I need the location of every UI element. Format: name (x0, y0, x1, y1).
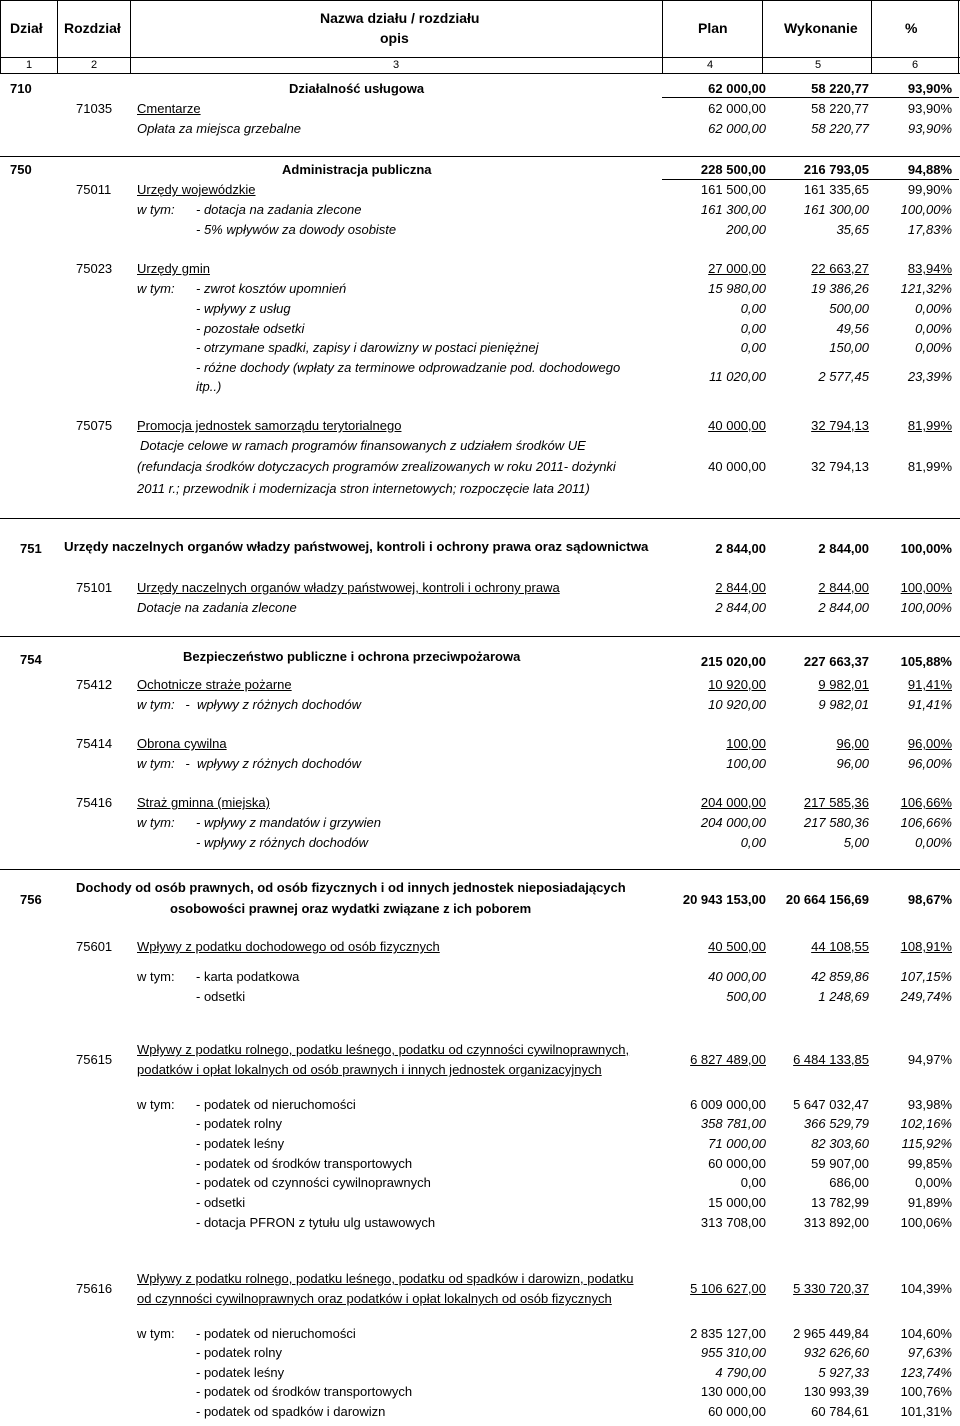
plan-value: 0,00 (740, 835, 766, 850)
procent-value: 100,06% (900, 1215, 952, 1230)
plan-value: 161 300,00 (700, 202, 766, 217)
w-tym-label: w tym: (137, 815, 175, 830)
procent-value: 23,39% (907, 369, 952, 384)
dzial-title: Urzędy naczelnych organów władzy państwowej, kontroli i ochrony prawa oraz sądownictwa (64, 539, 649, 554)
wykonanie-value: 5 647 032,47 (793, 1097, 869, 1112)
dzial-code: 754 (20, 652, 42, 667)
wykonanie-value: 96,00 (836, 756, 869, 771)
detail-name: - podatek rolny (196, 1116, 282, 1131)
procent-value: 105,88% (900, 654, 952, 669)
procent-value: 81,99% (907, 418, 952, 433)
plan-value: 358 781,00 (700, 1116, 766, 1131)
plan-value: 2 844,00 (715, 580, 766, 595)
wykonanie-value: 313 892,00 (803, 1215, 869, 1230)
wykonanie-value: 216 793,05 (803, 162, 869, 177)
wykonanie-value: 32 794,13 (811, 459, 869, 474)
rozdzial-name: Wpływy z podatku rolnego, podatku leśnego, podatku od spadków i darowizn, podatku (137, 1271, 634, 1286)
wykonanie-value: 9 982,01 (818, 677, 869, 692)
col-number: 4 (707, 59, 714, 71)
rozdzial-name-continued: podatków i opłat lokalnych od osób prawnych i innych jednostek organizacyjnych (137, 1062, 602, 1077)
procent-value: 100,00% (900, 202, 952, 217)
detail-name: - podatek od czynności cywilnoprawnych (196, 1175, 431, 1190)
detail-name: - podatek leśny (196, 1365, 285, 1380)
dzial-code: 751 (20, 541, 42, 556)
plan-value: 500,00 (726, 989, 766, 1004)
plan-value: 6 009 000,00 (690, 1097, 766, 1112)
plan-value: 15 000,00 (708, 1195, 766, 1210)
wykonanie-value: 2 965 449,84 (793, 1326, 869, 1341)
dzial-title: Administracja publiczna (282, 162, 432, 177)
procent-value: 91,41% (907, 677, 952, 692)
dzial-title: Bezpieczeństwo publiczne i ochrona przeciwpożarowa (183, 649, 521, 664)
detail-name: - dotacja PFRON z tytułu ulg ustawowych (196, 1215, 436, 1230)
detail-name-continued: itp..) (196, 379, 222, 394)
procent-value: 93,98% (907, 1097, 952, 1112)
detail-name: - dotacja na zadania zlecone (196, 202, 362, 217)
rozdzial-name: Urzędy naczelnych organów władzy państwowej, kontroli i ochrony prawa (137, 580, 560, 595)
col-opis-header: opis (380, 30, 409, 46)
col-number: 1 (26, 59, 33, 71)
wykonanie-value: 217 585,36 (803, 795, 869, 810)
plan-value: 100,00 (726, 756, 766, 771)
plan-value: 62 000,00 (708, 81, 766, 96)
detail-name: - odsetki (196, 1195, 246, 1210)
wykonanie-value: 130 993,39 (803, 1384, 869, 1399)
procent-value: 91,41% (907, 697, 952, 712)
plan-value: 5 106 627,00 (690, 1281, 766, 1296)
procent-value: 93,90% (907, 81, 952, 96)
detail-name: - podatek od nieruchomości (196, 1097, 356, 1112)
procent-value: 100,76% (900, 1384, 952, 1399)
procent-value: 81,99% (907, 459, 952, 474)
wykonanie-value: 932 626,60 (803, 1345, 869, 1360)
wykonanie-value: 19 386,26 (811, 281, 869, 296)
col-rozdzial-header: Rozdział (64, 20, 121, 36)
procent-value: 91,89% (907, 1195, 952, 1210)
plan-value: 10 920,00 (708, 697, 766, 712)
wykonanie-value: 217 580,36 (803, 815, 869, 830)
col-number: 5 (815, 59, 822, 71)
plan-value: 955 310,00 (700, 1345, 766, 1360)
procent-value: 123,74% (900, 1365, 952, 1380)
rozdzial-code: 75601 (76, 939, 113, 954)
wykonanie-value: 5 927,33 (818, 1365, 869, 1380)
procent-value: 0,00% (915, 1175, 952, 1190)
procent-value: 115,92% (901, 1136, 952, 1151)
procent-value: 100,00% (900, 580, 952, 595)
plan-value: 15 980,00 (708, 281, 766, 296)
dzial-title: Działalność usługowa (289, 81, 425, 96)
procent-value: 99,85% (907, 1156, 952, 1171)
col-number: 3 (393, 59, 400, 71)
plan-value: 4 790,00 (715, 1365, 766, 1380)
rozdzial-name: Obrona cywilna (137, 736, 227, 751)
wykonanie-value: 5,00 (843, 835, 869, 850)
detail-name: w tym: - wpływy z różnych dochodów (137, 697, 361, 712)
wykonanie-value: 5 330 720,37 (793, 1281, 869, 1296)
rozdzial-name: Ochotnicze straże pożarne (137, 677, 292, 692)
rozdzial-name: Urzędy gmin (137, 261, 210, 276)
wykonanie-value: 150,00 (829, 340, 869, 355)
rozdzial-code: 75414 (76, 736, 113, 751)
detail-name: - zwrot kosztów upomnień (196, 281, 347, 296)
procent-value: 108,91% (900, 939, 952, 954)
wykonanie-value: 1 248,69 (818, 989, 869, 1004)
rozdzial-name: Cmentarze (137, 101, 201, 116)
procent-value: 0,00% (915, 835, 952, 850)
procent-value: 100,00% (900, 600, 952, 615)
rozdzial-code: 75412 (76, 677, 113, 692)
plan-value: 6 827 489,00 (690, 1052, 766, 1067)
rozdzial-code: 75011 (76, 182, 112, 197)
wykonanie-value: 2 844,00 (818, 600, 869, 615)
wykonanie-value: 2 844,00 (818, 541, 869, 556)
plan-value: 313 708,00 (700, 1215, 766, 1230)
detail-name: - podatek od środków transportowych (196, 1384, 413, 1399)
wykonanie-value: 58 220,77 (811, 101, 869, 116)
plan-value: 2 844,00 (715, 600, 766, 615)
procent-value: 121,32% (900, 281, 952, 296)
procent-value: 99,90% (907, 182, 952, 197)
procent-value: 98,67% (907, 892, 952, 907)
procent-value: 94,88% (907, 162, 952, 177)
rozdzial-code: 75101 (76, 580, 113, 595)
plan-value: 161 500,00 (700, 182, 766, 197)
wykonanie-value: 2 577,45 (818, 369, 869, 384)
plan-value: 200,00 (726, 222, 766, 237)
wykonanie-value: 20 664 156,69 (785, 892, 869, 907)
wykonanie-value: 500,00 (829, 301, 869, 316)
wykonanie-value: 58 220,77 (811, 81, 869, 96)
col-wykonanie-header: Wykonanie (784, 20, 858, 36)
detail-name: - otrzymane spadki, zapisy i darowizny w postaci pieniężnej (196, 340, 539, 355)
wykonanie-value: 58 220,77 (811, 121, 869, 136)
plan-value: 228 500,00 (700, 162, 766, 177)
plan-value: 60 000,00 (708, 1156, 766, 1171)
detail-name: - wpływy z usług (196, 301, 291, 316)
plan-value: 62 000,00 (708, 121, 766, 136)
detail-name: Dotacje na zadania zlecone (137, 600, 297, 615)
wykonanie-value: 82 303,60 (811, 1136, 869, 1151)
rozdzial-name: Wpływy z podatku rolnego, podatku leśnego, podatku od czynności cywilnoprawnych, (137, 1042, 630, 1057)
plan-value: 204 000,00 (700, 795, 766, 810)
detail-name: - podatek od środków transportowych (196, 1156, 413, 1171)
procent-value: 101,31% (900, 1404, 952, 1419)
detail-name: - podatek rolny (196, 1345, 282, 1360)
procent-value: 93,90% (907, 101, 952, 116)
wykonanie-value: 60 784,61 (811, 1404, 869, 1419)
wykonanie-value: 686,00 (829, 1175, 869, 1190)
plan-value: 40 000,00 (708, 418, 766, 433)
plan-value: 60 000,00 (708, 1404, 766, 1419)
plan-value: 62 000,00 (708, 101, 766, 116)
rozdzial-code: 71035 (76, 101, 113, 116)
detail-name: w tym: - wpływy z różnych dochodów (137, 756, 361, 771)
wykonanie-value: 49,56 (836, 321, 869, 336)
detail-name-continued: (refundacja środków dotyczacych programów zrealizowanych w roku 2011- dożynki (137, 459, 616, 474)
procent-value: 94,97% (907, 1052, 952, 1067)
w-tym-label: w tym: (137, 202, 175, 217)
rozdzial-code: 75615 (76, 1052, 113, 1067)
procent-value: 102,16% (900, 1116, 952, 1131)
wykonanie-value: 44 108,55 (811, 939, 869, 954)
procent-value: 0,00% (915, 321, 952, 336)
plan-value: 40 500,00 (708, 939, 766, 954)
rozdzial-code: 75075 (76, 418, 113, 433)
detail-name: - pozostałe odsetki (196, 321, 305, 336)
plan-value: 71 000,00 (708, 1136, 766, 1151)
detail-name: - podatek od spadków i darowizn (196, 1404, 386, 1419)
procent-value: 97,63% (907, 1345, 952, 1360)
procent-value: 106,66% (900, 795, 952, 810)
wykonanie-value: 6 484 133,85 (793, 1052, 869, 1067)
plan-value: 11 020,00 (709, 369, 766, 384)
detail-name: - wpływy z różnych dochodów (196, 835, 368, 850)
procent-value: 106,66% (900, 815, 952, 830)
procent-value: 107,15% (900, 969, 952, 984)
rozdzial-code: 75616 (76, 1281, 113, 1296)
wykonanie-value: 13 782,99 (811, 1195, 869, 1210)
plan-value: 10 920,00 (708, 677, 766, 692)
plan-value: 130 000,00 (700, 1384, 766, 1399)
dzial-title: Dochody od osób prawnych, od osób fizycznych i od innych jednostek nieposiadających (76, 880, 626, 895)
procent-value: 83,94% (907, 261, 952, 276)
detail-name: - różne dochody (wpłaty za terminowe odprowadzanie pod. dochodowego (196, 360, 621, 375)
detail-name: - wpływy z mandatów i grzywien (196, 815, 381, 830)
rozdzial-name: Straż gminna (miejska) (137, 795, 270, 810)
wykonanie-value: 161 300,00 (803, 202, 869, 217)
wykonanie-value: 96,00 (836, 736, 869, 751)
col-number: 2 (91, 59, 98, 71)
dzial-code: 710 (10, 81, 32, 96)
col-nazwa-header: Nazwa działu / rozdziału (320, 10, 480, 26)
detail-name: Opłata za miejsca grzebalne (137, 121, 302, 136)
procent-value: 96,00% (907, 736, 952, 751)
col-number: 6 (912, 59, 919, 71)
wykonanie-value: 35,65 (836, 222, 869, 237)
w-tym-label: w tym: (137, 1326, 175, 1341)
wykonanie-value: 9 982,01 (818, 697, 869, 712)
procent-value: 100,00% (900, 541, 952, 556)
rozdzial-name: Urzędy wojewódzkie (137, 182, 256, 197)
dzial-code: 750 (10, 162, 32, 177)
plan-value: 27 000,00 (708, 261, 766, 276)
wykonanie-value: 22 663,27 (811, 261, 869, 276)
col-procent-header: % (905, 20, 918, 36)
w-tym-label: w tym: (137, 281, 175, 296)
procent-value: 0,00% (915, 301, 952, 316)
detail-name: - podatek leśny (196, 1136, 285, 1151)
dzial-code: 756 (20, 892, 42, 907)
w-tym-label: w tym: (137, 1097, 175, 1112)
plan-value: 0,00 (740, 301, 766, 316)
plan-value: 100,00 (726, 736, 766, 751)
detail-name: - podatek od nieruchomości (196, 1326, 356, 1341)
plan-value: 0,00 (740, 1175, 766, 1190)
wykonanie-value: 32 794,13 (811, 418, 869, 433)
plan-value: 20 943 153,00 (682, 892, 766, 907)
plan-value: 215 020,00 (700, 654, 766, 669)
procent-value: 17,83% (907, 222, 952, 237)
plan-value: 2 844,00 (715, 541, 766, 556)
dzial-title-continued: osobowości prawnej oraz wydatki związane z ich poborem (170, 901, 532, 916)
detail-name-continued: 2011 r.; przewodnik i modernizacja stron internetowych; rozpoczęcie lata 2011) (137, 481, 590, 496)
rozdzial-name: Wpływy z podatku dochodowego od osób fizycznych (137, 939, 440, 954)
detail-name: Dotacje celowe w ramach programów finansowanych z udziałem środków UE (140, 438, 586, 453)
detail-name: - karta podatkowa (196, 969, 300, 984)
detail-name: - 5% wpływów za dowody osobiste (196, 222, 397, 237)
wykonanie-value: 366 529,79 (803, 1116, 869, 1131)
rozdzial-name: Promocja jednostek samorządu terytorialnego (137, 418, 402, 433)
procent-value: 0,00% (915, 340, 952, 355)
w-tym-label: w tym: (137, 969, 175, 984)
wykonanie-value: 161 335,65 (803, 182, 869, 197)
wykonanie-value: 2 844,00 (818, 580, 869, 595)
procent-value: 104,60% (900, 1326, 952, 1341)
plan-value: 40 000,00 (708, 969, 766, 984)
rozdzial-name-continued: od czynności cywilnoprawnych oraz podatków i opłat lokalnych od osób fizycznych (137, 1291, 612, 1306)
rozdzial-code: 75023 (76, 261, 113, 276)
procent-value: 104,39% (900, 1281, 952, 1296)
detail-name: - odsetki (196, 989, 246, 1004)
rozdzial-code: 75416 (76, 795, 113, 810)
wykonanie-value: 59 907,00 (811, 1156, 869, 1171)
procent-value: 249,74% (900, 989, 952, 1004)
wykonanie-value: 227 663,37 (803, 654, 869, 669)
plan-value: 2 835 127,00 (690, 1326, 766, 1341)
plan-value: 0,00 (740, 340, 766, 355)
plan-value: 204 000,00 (700, 815, 766, 830)
plan-value: 40 000,00 (708, 459, 766, 474)
procent-value: 93,90% (907, 121, 952, 136)
col-plan-header: Plan (698, 20, 728, 36)
col-dzial-header: Dział (10, 20, 43, 36)
wykonanie-value: 42 859,86 (811, 969, 869, 984)
plan-value: 0,00 (740, 321, 766, 336)
procent-value: 96,00% (907, 756, 952, 771)
